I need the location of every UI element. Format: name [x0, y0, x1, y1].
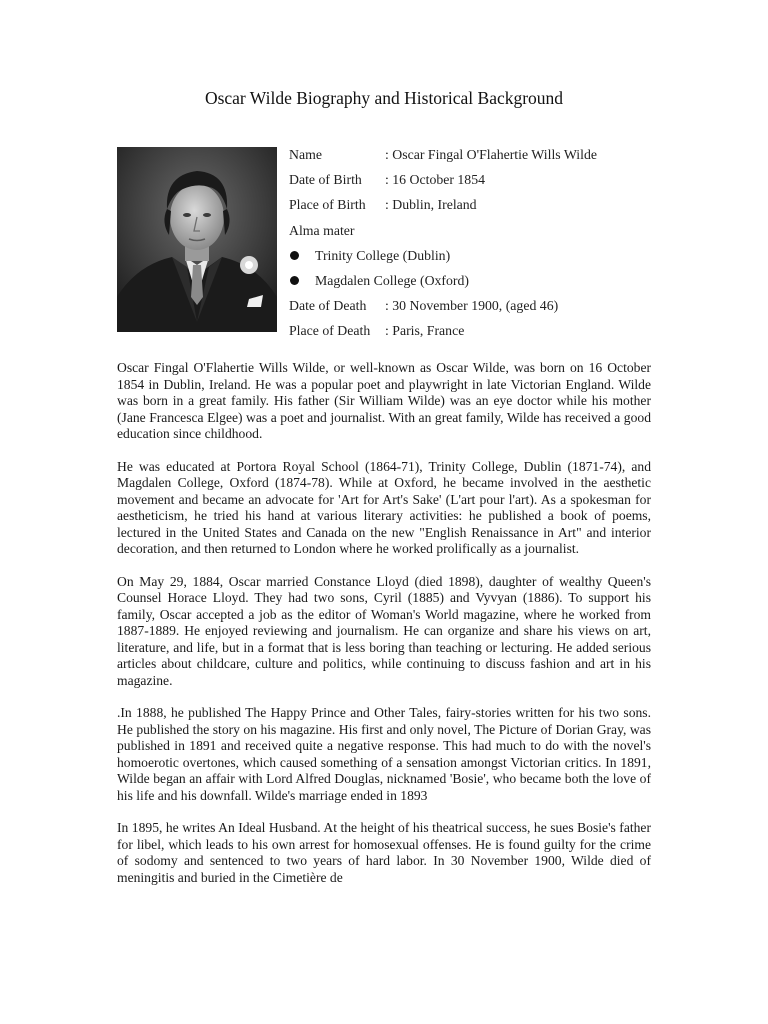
name-label: Name: [289, 147, 322, 162]
alma-mater-item-label: Magdalen College (Oxford): [315, 273, 470, 289]
place-of-birth-label: Place of Birth: [289, 197, 366, 213]
info-row-date-of-death: [289, 293, 689, 318]
place-of-birth-value: : Dublin, Ireland: [385, 197, 477, 213]
place-of-death-label: Place of Death: [289, 323, 371, 339]
info-row-place-of-death: [289, 318, 689, 343]
bullet-icon: [290, 276, 299, 285]
body-paragraph: On May 29, 1884, Oscar married Constance Lloyd (died 1898), daughter of wealthy Queen's Counsel Horace Lloyd. They had two sons, Cyril (1885) and Vyvyan (1886). To support his family, Oscar accepted a job as the editor of Woman's World magazine, where he worked from 1887-1889. He enjoyed reviewing and journalism. He can organize and share his views on art, literature, and life, but in a format that is less boring than teaching or lecturing. He added serious articles about childcare, culture and politics, while continuing to discuss fashion and art in his magazine.: [117, 573, 651, 688]
info-row-place-of-birth: [289, 192, 689, 217]
biography-info-table: [289, 142, 689, 344]
portrait-photo: [117, 147, 277, 332]
portrait-illustration: [117, 147, 277, 332]
place-of-death-value: : Paris, France: [385, 323, 465, 339]
body-paragraph: He was educated at Portora Royal School (1864-71), Trinity College, Dublin (1871-74), and Magdalen College, Oxford (1874-78). While at Oxford, he became involved in the aesthetic movement and became an advocate for 'Art for Art's Sake' (L'art pour l'art). As a spokesman for aestheticism, he tried his hand at various literary activities: he published a book of poems, lectured in the United States and Canada on the new "English Renaissance in Art" and interior decoration, and then returned to London where he worked prolifically as a journalist.: [117, 458, 651, 556]
body-paragraph: .In 1888, he published The Happy Prince and Other Tales, fairy-stories written for his two sons. He published the story on his magazine. His first and only novel, The Picture of Dorian Gray, was published in 1891 and received quite a negative response. This had much to do with the novel's homoerotic overtones, which caused something of a sensation amongst Victorian critics. In 1891, Wilde began an affair with Lord Alfred Douglas, nicknamed 'Bosie', who became both the love of his life and his downfall. Wilde's marriage ended in 1893: [117, 705, 651, 803]
info-row-alma-mater: [289, 218, 689, 243]
biography-body: [117, 360, 651, 902]
alma-mater-label: Alma mater: [289, 222, 355, 238]
alma-mater-item: [289, 268, 689, 293]
bullet-icon: [290, 251, 299, 260]
date-of-birth-label: Date of Birth: [289, 172, 362, 188]
name-value: : Oscar Fingal O'Flahertie Wills Wilde: [385, 147, 597, 162]
info-row-date-of-birth: [289, 167, 689, 192]
date-of-death-value: : 30 November 1900, (aged 46): [385, 298, 559, 314]
info-row-name: [289, 142, 689, 167]
body-paragraph: In 1895, he writes An Ideal Husband. At the height of his theatrical success, he sues Bosie's father for libel, which leads to his own arrest for homosexual offenses. He is found guilty for the crime of sodomy and sentenced to two years of hard labor. In 30 November 1900, Wilde died of meningitis and buried in the Cimetière de: [117, 820, 651, 885]
document-title: Oscar Wilde Biography and Historical Background: [204, 88, 564, 108]
alma-mater-item-label: Trinity College (Dublin): [315, 247, 451, 263]
body-paragraph: Oscar Fingal O'Flahertie Wills Wilde, or well-known as Oscar Wilde, was born on 16 October 1854 in Dublin, Ireland. He was a popular poet and playwright in late Victorian England. Wilde was born in a great family. His father (Sir William Wilde) was an eye doctor while his mother (Jane Francesca Elgee) was a poet and journalist. With an great family, Wilde has received a good education since childhood.: [117, 360, 651, 441]
date-of-birth-value: : 16 October 1854: [385, 172, 486, 188]
date-of-death-label: Date of Death: [289, 298, 367, 314]
alma-mater-item: [289, 243, 689, 268]
